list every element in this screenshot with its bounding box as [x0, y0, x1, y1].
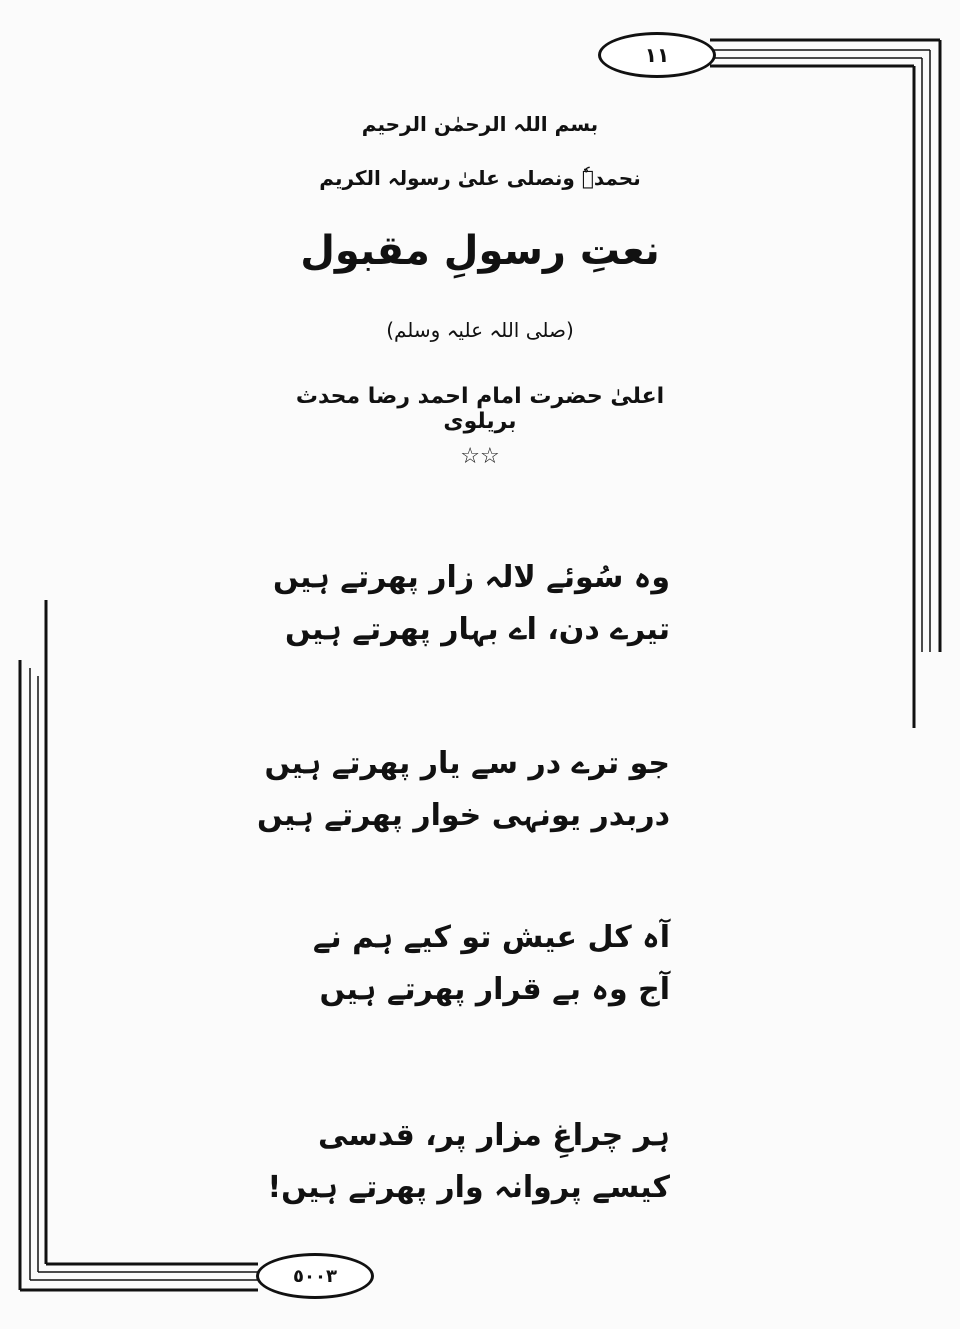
- verse-line: کیسے پروانہ وار پھرتے ہیں!: [267, 1170, 670, 1205]
- verse-line: آہ کل عیش تو کیے ہم نے: [312, 920, 670, 955]
- verse-line: دربدر یونہی خوار پھرتے ہیں: [257, 798, 670, 833]
- verse-line: جو ترے در سے یار پھرتے ہیں: [264, 746, 670, 781]
- author-name: اعلیٰ حضرت امام احمد رضا محدث بریلوی: [295, 384, 665, 434]
- bismillah-heading: بسم اللہ الرحمٰن الرحیم: [361, 112, 599, 136]
- verse-line: تیرے دن، اے بہار پھرتے ہیں: [284, 612, 670, 647]
- salutation: (صلی اللہ علیہ وسلم): [386, 318, 574, 342]
- verse-line: آج وہ بے قرار پھرتے ہیں: [319, 972, 670, 1007]
- verse-3: [290, 912, 670, 1016]
- verse-line: ہر چراغِ مزار پر، قدسی: [317, 1118, 670, 1153]
- verse-line: وہ سُوئے لالہ زار پھرتے ہیں: [272, 560, 670, 595]
- subheading: نحمدہٗ ونصلی علیٰ رسولہ الکریم: [319, 166, 641, 190]
- star-divider: ☆☆: [460, 444, 500, 469]
- page-number-top: ١١: [598, 32, 716, 78]
- verse-1: [272, 552, 670, 656]
- verse-2: [257, 738, 670, 842]
- page-number-bottom: ٥٠٠٣: [256, 1253, 374, 1299]
- verse-4: [267, 1110, 670, 1214]
- page-title: نعتِ رسولِ مقبول: [300, 228, 660, 274]
